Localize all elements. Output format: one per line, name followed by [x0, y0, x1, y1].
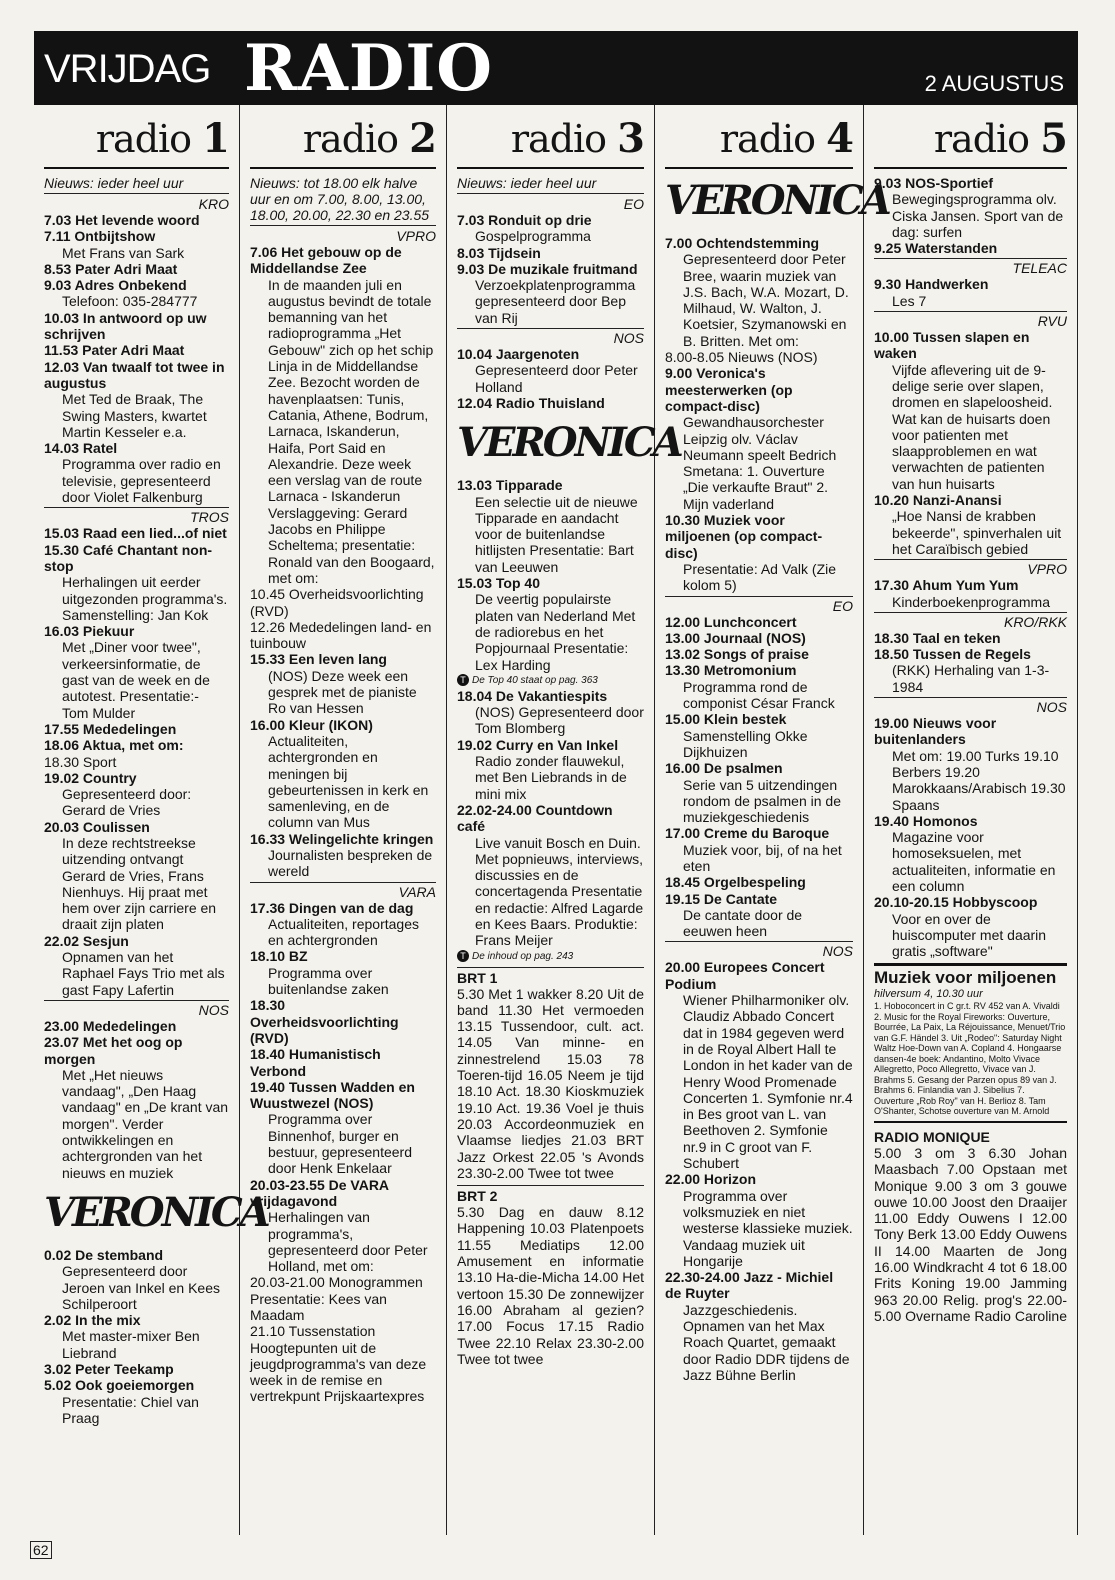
- box-title: Muziek voor miljoenen: [874, 963, 1067, 988]
- program-title: 10.04 Jaargenoten: [457, 346, 580, 363]
- program-entry: [44, 542, 229, 623]
- program-entry: [44, 212, 229, 228]
- program-entry: [250, 1274, 436, 1323]
- program-entry: [44, 770, 229, 819]
- program-entry: [665, 349, 853, 365]
- program-entry: [44, 261, 229, 277]
- program-description: Voor en over de huiscomputer met daarin gratis „software": [892, 910, 1047, 960]
- program-description: Magazine voor homoseksuelen, met actualiteiten, informatie en een column: [892, 829, 1056, 894]
- program-entry: [665, 1171, 853, 1269]
- program-title: 15.03 Raad een lied...of niet: [44, 525, 227, 542]
- program-entry: [44, 1361, 229, 1377]
- program-description: Herhalingen van programma's, gepresenteerd door Peter Holland, met om:: [268, 1209, 428, 1275]
- program-title: 19.02 Country: [44, 769, 137, 786]
- program-description: Telefoon: 035-284777: [62, 293, 198, 310]
- program-description: 18.30 Sport: [44, 753, 117, 770]
- program-entry: [665, 630, 853, 646]
- program-entry: [665, 874, 853, 890]
- program-title: 7.03 Ronduit op drie: [457, 212, 592, 228]
- column-title: radio 2: [250, 105, 436, 169]
- program-description: (NOS) Deze week een gesprek met de pianiste Ro van Hessen: [268, 667, 417, 717]
- program-entry: [250, 1079, 436, 1177]
- program-entry: [44, 1247, 229, 1312]
- program-title: 13.02 Songs of praise: [665, 646, 809, 663]
- page-header: [34, 31, 1078, 105]
- program-title: 19.02 Curry en Van Inkel: [457, 736, 619, 753]
- program-title: 18.50 Tussen de Regels: [874, 646, 1031, 663]
- program-entry: [874, 240, 1067, 256]
- program-title: 9.30 Handwerken: [874, 276, 989, 293]
- broadcaster-label: TELEAC: [874, 258, 1067, 276]
- program-title: 12.00 Lunchconcert: [665, 613, 797, 630]
- broadcaster-label: TROS: [44, 507, 229, 525]
- program-description: Programma over buitenlandse zaken: [268, 964, 389, 998]
- program-description: Programma over Binnenhof, burger en bestuur, gepresenteerd door Henk Enkelaar: [268, 1111, 412, 1177]
- program-description: Met Ted de Braak, The Swing Masters, kwartet Martin Kesseler e.a.: [62, 391, 207, 440]
- program-entry: [250, 586, 436, 619]
- column-title: radio 5: [874, 105, 1067, 169]
- program-title: 8.53 Pater Adri Maat: [44, 260, 178, 277]
- program-title: 19.00 Nieuws voor buitenlanders: [874, 715, 997, 748]
- program-description: In deze rechtstreekse uitzending ontvangt Gerard de Vries, Frans Nienhuys. Hij praat met hem over zijn carriere en draait zijn platen: [62, 834, 217, 933]
- program-title: 19.40 Tussen Wadden en Wuustwezel (NOS): [250, 1078, 415, 1112]
- program-title: 15.03 Top 40: [457, 575, 541, 592]
- program-entry: [665, 711, 853, 760]
- program-entry: [44, 359, 229, 440]
- program-entry: [665, 235, 853, 349]
- program-title: 18.30 Taal en teken: [874, 629, 1001, 646]
- program-entry: [44, 310, 229, 343]
- program-description: Journalisten bespreken de wereld: [268, 846, 433, 880]
- program-description: Programma over volksmuziek en niet westerse klassieke muziek. Vandaag muziek uit Hongarije: [683, 1187, 853, 1269]
- program-description: Actualiteiten, achtergronden en meningen bij gebeurtenissen in kerk en samenleving, en de column van Mus: [268, 732, 429, 831]
- section-title: BRT 2: [457, 1185, 644, 1204]
- program-description: Samenstelling Okke Dijkhuizen: [683, 727, 808, 760]
- program-entry: [250, 831, 436, 880]
- program-description: Gospelprogramma: [475, 228, 591, 245]
- program-title: 9.03 De muzikale fruitmand: [457, 260, 638, 277]
- program-entry: [457, 802, 644, 949]
- program-description: Radio zonder flauwekul, met Ben Liebrands in de mini mix: [475, 753, 627, 802]
- program-entry: [44, 1312, 229, 1361]
- broadcaster-label: NOS: [457, 328, 644, 346]
- program-entry: [44, 819, 229, 933]
- program-entry: [44, 1018, 229, 1034]
- program-entry: [250, 997, 436, 1046]
- broadcaster-label: KRO/RKK: [874, 612, 1067, 630]
- program-entry: [250, 651, 436, 716]
- program-title: 17.30 Ahum Yum Yum: [874, 577, 1019, 594]
- program-description: Live vanuit Bosch en Duin. Met popnieuws, interviews, discussies en de concertagenda Presentatie en redactie: Alfred Lagarde en Kees Baars. Produktie: Frans Meijer: [475, 834, 644, 949]
- program-description: Met „Diner voor twee", verkeersinformatie, de gast van de week en de autotest. Presentatie:- Tom Mulder: [62, 639, 210, 721]
- program-entry: [874, 175, 1067, 240]
- program-entry: [457, 575, 644, 673]
- program-title: 13.03 Tipparade: [457, 477, 563, 494]
- program-title: 15.00 Klein bestek: [665, 711, 787, 728]
- broadcaster-label: VPRO: [874, 559, 1067, 577]
- program-title: 12.03 Van twaalf tot twee in augustus: [44, 358, 225, 391]
- column-title: radio 4: [665, 105, 853, 169]
- program-title: 13.30 Metromonium: [665, 662, 797, 679]
- program-description: 20.03-21.00 Monogrammen Presentatie: Kees van Maadam: [250, 1274, 423, 1323]
- section-title: BRT 1: [457, 967, 644, 986]
- program-title: 19.15 De Cantate: [665, 890, 778, 907]
- program-title: 22.02-24.00 Countdown café: [457, 801, 613, 835]
- program-description: Kinderboekenprogramma: [892, 593, 1050, 610]
- program-title: 16.00 De psalmen: [665, 760, 783, 777]
- program-title: 15.33 Een leven lang: [250, 651, 387, 668]
- program-title: 18.10 BZ: [250, 948, 308, 965]
- program-entry: [250, 619, 436, 652]
- program-entry: [457, 245, 644, 261]
- program-entry: [874, 276, 1067, 309]
- program-title: 20.03 Coulissen: [44, 818, 150, 835]
- program-title: 18.06 Aktua, met om:: [44, 737, 184, 754]
- program-title: 20.10-20.15 Hobbyscoop: [874, 894, 1038, 911]
- column-radio-4: [655, 105, 889, 1535]
- veronica-logo: VERONICA: [457, 419, 681, 467]
- page-number: 62: [30, 1541, 52, 1559]
- program-entry: [44, 737, 229, 753]
- program-title: 11.53 Pater Adri Maat: [44, 342, 185, 359]
- program-title: 15.30 Café Chantant non-stop: [44, 541, 213, 574]
- header-day: VRIJDAG: [44, 47, 211, 91]
- header-title: RADIO: [244, 31, 494, 106]
- program-entry: [44, 277, 229, 310]
- program-description: „Hoe Nansi de krabben bekeerde", spinverhalen uit het Caraïbisch gebied: [892, 508, 1062, 557]
- program-entry: [44, 933, 229, 998]
- program-entry: [250, 900, 436, 949]
- program-entry: [250, 1046, 436, 1079]
- program-entry: [665, 365, 853, 512]
- program-title: 5.02 Ook goeiemorgen: [44, 1377, 195, 1394]
- program-entry: [665, 891, 853, 940]
- column-radio-5: [864, 105, 1078, 1535]
- program-title: 12.04 Radio Thuisland: [457, 394, 605, 411]
- page-reference-note: T De Top 40 staat op pag. 363: [457, 674, 644, 687]
- program-title: 16.00 Kleur (IKON): [250, 716, 373, 733]
- box-subtitle: hilversum 4, 10.30 uur: [874, 988, 983, 1001]
- tv-guide-icon: T: [457, 950, 469, 962]
- program-description: 12.26 Mededelingen land- en tuinbouw: [250, 618, 432, 652]
- program-entry: [874, 813, 1067, 894]
- program-entry: [250, 244, 436, 586]
- program-title: 22.00 Horizon: [665, 1171, 757, 1188]
- program-entry: [457, 261, 644, 326]
- program-title: 9.25 Waterstanden: [874, 240, 998, 257]
- program-description: Opnamen van het Raphael Fays Trio met als gast Fapy Lafertin: [62, 949, 225, 998]
- program-description: Presentatie: Ad Valk (Zie kolom 5): [683, 560, 837, 594]
- program-description: Met „Het nieuws vandaag", „Den Haag vandaag" en „De krant van morgen". Verder ontwikkelingen en achtergronden van het nieuws en muziek: [62, 1066, 229, 1181]
- program-entry: [874, 646, 1067, 695]
- broadcaster-label: NOS: [874, 697, 1067, 715]
- program-title: 0.02 De stemband: [44, 1246, 164, 1263]
- program-title: 18.04 De Vakantiespits: [457, 687, 608, 704]
- program-entry: [457, 346, 644, 395]
- program-entry: [44, 228, 229, 261]
- program-entry: [874, 329, 1067, 492]
- program-entry: [44, 623, 229, 721]
- program-title: 3.02 Peter Teekamp: [44, 1361, 174, 1377]
- program-entry: [44, 754, 229, 770]
- program-entry: [874, 894, 1067, 959]
- tv-guide-icon: T: [457, 674, 469, 686]
- program-description: Gewandhausorchester Leipzig olv. Václav Neumann speelt Bedrich Smetana: 1. Ouverture „Die verkaufte Braut" 2. Mijn vaderland: [683, 414, 837, 512]
- broadcaster-label: EO: [623, 196, 644, 212]
- program-description: De veertig populairste platen van Nederland Met de radiorebus en het Popjournaal Presentatie: Lex Harding: [475, 591, 636, 673]
- program-entry: [457, 737, 644, 802]
- program-description: In de maanden juli en augustus bevindt de totale bemanning van het radioprogramma „Het Gebouw" zich op het schip Linja in de Middellandse Zee. Bezocht worden de havenplaatsen: Tunis, Catania, Athene, Bodrum, Larnaca, Iskanderun, Haifa, Port Said en Alexandrie. Deze week een verslag van de route Larnaca - Iskanderun Verslaggeving: Gerard Jacobs en Philippe Scheltema; presentatie: Ronald van den Boogaard, met om:: [268, 276, 435, 586]
- program-entry: [457, 477, 644, 575]
- brt1-schedule: 5.30 Met 1 wakker 8.20 Uit de band 11.30 Het vermoeden 13.15 Tussendoor, cult. act. 14.05 Van minne- en zinnestrelend 15.03 78 Toeren-tijd 16.05 Neem je tijd 18.10 Act. 18.30 Kioskmuziek 19.10 Act. 19.36 Voel je thuis 20.03 Accordeonmuziek en Vlaamse liedjes 21.03 BRT Jazz Orkest 22.05 's Avonds 23.30-2.00 Twee tot twee: [457, 985, 644, 1181]
- program-description: Gepresenteerd door: Gerard de Vries: [62, 786, 192, 819]
- program-description: Les 7: [892, 292, 927, 309]
- program-description: (RKK) Herhaling van 1-3-1984: [892, 662, 1050, 695]
- program-entry: [665, 959, 853, 1171]
- program-description: Met master-mixer Ben Liebrand: [62, 1328, 200, 1361]
- news-line: Nieuws: ieder heel uur: [44, 175, 229, 194]
- program-entry: [44, 525, 229, 541]
- program-title: 2.02 In the mix: [44, 1312, 141, 1329]
- program-description: Verzoekplatenprogramma gepresenteerd door Bep van Rij: [475, 277, 636, 326]
- column-title: radio 3: [457, 105, 644, 169]
- program-entry: [250, 1323, 436, 1404]
- program-entry: [665, 512, 853, 593]
- program-title: 18.45 Orgelbespeling: [665, 874, 806, 891]
- column-radio-1: [34, 105, 268, 1535]
- broadcaster-label: EO: [665, 596, 853, 614]
- program-entry: [874, 630, 1067, 646]
- program-entry: [250, 717, 436, 831]
- program-entry: [665, 662, 853, 711]
- page-reference-note: T De inhoud op pag. 243: [457, 950, 644, 963]
- program-description: 10.45 Overheidsvoorlichting (RVD): [250, 586, 424, 619]
- program-title: 22.30-24.00 Jazz - Michiel de Ruyter: [665, 1269, 834, 1302]
- program-title: 19.40 Homonos: [874, 812, 978, 829]
- program-entry: [665, 1269, 853, 1383]
- program-title: 10.03 In antwoord op uw schrijven: [44, 309, 207, 343]
- program-title: 9.03 NOS-Sportief: [874, 175, 994, 191]
- program-title: 7.11 Ontbijtshow: [44, 228, 156, 245]
- program-description: Met om: 19.00 Turks 19.10 Berbers 19.20 Marokkaans/Arabisch 19.30 Spaans: [892, 747, 1066, 813]
- program-entry: [665, 646, 853, 662]
- program-entry: [457, 688, 644, 737]
- news-line: Nieuws: tot 18.00 elk halve uur en om 7.00, 8.00, 13.00, 18.00, 20.00, 22.30 en 23.55: [250, 175, 436, 226]
- program-title: 14.03 Ratel: [44, 440, 118, 457]
- program-entry: [874, 577, 1067, 610]
- column-radio-3: [447, 105, 681, 1535]
- broadcaster-label: NOS: [665, 941, 853, 959]
- program-description: Wiener Philharmoniker olv. Claudiz Abbado Concert dat in 1984 gegeven werd in de Royal Albert Hall te London in het kader van de Henry Wood Promenade Concerten 1. Symfonie nr.4 in Bes groot van L. van Beethoven 2. Symfonie nr.9 in C groot van F. Schubert: [683, 992, 853, 1172]
- program-description: Muziek voor, bij, of na het eten: [683, 841, 842, 874]
- program-description: Vijfde aflevering uit de 9-delige serie over slapen, dromen en slapeloosheid. Wat kan de huisarts doen voor patienten met slaapproblemen en wat verwachten de patienten van hun huisarts: [892, 361, 1053, 492]
- program-description: De cantate door de eeuwen heen: [683, 906, 803, 940]
- program-entry: [457, 395, 644, 411]
- column-radio-2: [240, 105, 447, 1535]
- program-entry: [44, 1034, 229, 1181]
- program-title: 9.00 Veronica's meesterwerken (op compact-disc): [665, 365, 793, 414]
- program-title: 8.03 Tijdsein: [457, 244, 541, 261]
- program-description: Jazzgeschiedenis. Opnamen van het Max Roach Quartet, gemaakt door Radio DDR tijdens de Jazz Bühne Berlin: [683, 1301, 850, 1383]
- program-title: 17.00 Creme du Baroque: [665, 825, 830, 842]
- news-line: Nieuws: ieder heel uur: [457, 175, 644, 194]
- program-title: 9.03 Adres Onbekend: [44, 277, 187, 294]
- program-title: 7.00 Ochtendstemming: [665, 235, 820, 251]
- program-entry: [250, 1177, 436, 1275]
- program-description: 8.00-8.05 Nieuws (NOS): [665, 349, 818, 366]
- program-entry: [874, 492, 1067, 557]
- program-description: Met Frans van Sark: [62, 244, 185, 261]
- program-entry: [44, 1377, 229, 1426]
- broadcaster-label: VPRO: [396, 228, 436, 244]
- program-title: 10.20 Nanzi-Anansi: [874, 492, 1002, 509]
- program-entry: [874, 715, 1067, 813]
- program-title: 22.02 Sesjun: [44, 932, 129, 949]
- program-description: Programma rond de componist César Franck: [683, 678, 835, 712]
- program-entry: [44, 342, 229, 358]
- program-entry: [457, 212, 644, 245]
- broadcaster-label: RVU: [874, 311, 1067, 329]
- veronica-logo: VERONICA: [44, 1188, 268, 1236]
- program-description: (NOS) Gepresenteerd door Tom Blomberg: [475, 704, 644, 737]
- program-description: Programma over radio en televisie, gepresenteerd door Violet Falkenburg: [62, 456, 221, 506]
- program-description: Bewegingsprogramma olv. Ciska Jansen. Sport van de dag: surfen: [892, 191, 1064, 240]
- program-description: Gepresenteerd door Jeroen van Inkel en Kees Schilperoort: [62, 1263, 220, 1312]
- column-title: radio 1: [44, 105, 229, 169]
- program-entry: [665, 614, 853, 630]
- program-description: 21.10 Tussenstation Hoogtepunten uit de jeugdprogramma's van deze week in de remise en vertrekpunt Prijskaartexpres: [250, 1323, 427, 1405]
- program-entry: [665, 760, 853, 825]
- section-title: RADIO MONIQUE: [874, 1128, 990, 1145]
- box-text: 1. Hoboconcert in C gr.t. RV 452 van A. Vivaldi 2. Music for the Royal Fireworks: Ouverture, Bourrée, La Paix, La Réjouissance, Menuet/Trio van G.F. Händel 3. Uit „Rodeo": Saturday Night Waltz Hoe-Down van A. Copland 4. Hongaarse dansen-4e boek: Andantino, Molto Vivace Allegretto, Poco Allegretto, Vivace van J. Brahms 5. Gesang der Parzen opus 89 van J. Brahms 6. Finlandia van J. Sibelius 7. Ouverture „Rob Roy" van H. Berlioz 8. Tam O'Shanter, Schotse ouverture van M. Arnold: [874, 1001, 1067, 1123]
- program-title: 20.03-23.55 De VARA vrijdagavond: [250, 1176, 389, 1209]
- program-title: 7.03 Het levende woord: [44, 212, 200, 228]
- broadcaster-label: VARA: [250, 882, 436, 900]
- monique-schedule: 5.00 3 om 3 6.30 Johan Maasbach 7.00 Opstaan met Monique 9.00 3 om 3 gouwe ouwe 10.00 Joost den Draaijer 11.00 Eddy Ouwens I 12.00 Tony Berk 13.00 Eddy Ouwens II 14.00 Maarten de Jong 16.00 Windkracht 4 tot 6 18.00 Frits Koning 19.00 Jamming 963 20.00 Relig. prog's 22.00-5.00 Overname Radio Caroline: [874, 1144, 1067, 1324]
- broadcaster-label: KRO: [198, 196, 229, 212]
- program-title: 10.00 Tussen slapen en waken: [874, 329, 1030, 362]
- veronica-logo: VERONICA: [665, 177, 889, 224]
- program-entry: [44, 440, 229, 505]
- program-entry: [665, 825, 853, 874]
- header-date: 2 AUGUSTUS: [924, 71, 1064, 96]
- program-description: Presentatie: Chiel van Praag: [62, 1393, 199, 1426]
- program-description: Gepresenteerd door Peter Holland: [475, 362, 638, 395]
- program-title: 7.06 Het gebouw op de Middellandse Zee: [250, 244, 402, 277]
- program-entry: [44, 721, 229, 737]
- program-title: 17.36 Dingen van de dag: [250, 899, 414, 916]
- program-description: Herhalingen uit eerder uitgezonden programma's. Samenstelling: Jan Kok: [62, 574, 228, 623]
- program-title: 16.03 Piekuur: [44, 623, 135, 640]
- brt2-schedule: 5.30 Dag en dauw 8.12 Happening 10.03 Platenpoets 11.55 Mediatips 12.00 Amusement en informatie 13.10 Ha-die-Micha 14.00 Het vertoon 15.30 De zonnewijzer 16.00 Abraham al gezien? 17.00 Focus 17.15 Radio Twee 22.10 Relax 23.30-2.00 Twee tot twee: [457, 1204, 644, 1367]
- program-title: 10.30 Muziek voor miljoenen (op compact-disc): [665, 512, 823, 561]
- program-title: 16.33 Welingelichte kringen: [250, 830, 434, 847]
- program-title: 13.00 Journaal (NOS): [665, 629, 806, 646]
- program-title: 20.00 Europees Concert Podium: [665, 959, 825, 992]
- program-title: 18.40 Humanistisch Verbond: [250, 1046, 381, 1079]
- program-description: Een selectie uit de nieuwe Tipparade en aandacht voor de buitenlandse hitlijsten Presentatie: Bart van Leeuwen: [475, 493, 638, 575]
- program-title: 18.30 Overheidsvoorlichting (RVD): [250, 997, 399, 1046]
- program-description: Actualiteiten, reportages en achtergronden: [268, 915, 419, 949]
- program-entry: [250, 948, 436, 997]
- program-title: 23.07 Met het oog op morgen: [44, 1034, 183, 1067]
- program-description: Serie van 5 uitzendingen rondom de psalmen in de muziekgeschiedenis: [683, 776, 841, 826]
- program-title: 23.00 Mededelingen: [44, 1017, 177, 1034]
- broadcaster-label: NOS: [44, 1000, 229, 1018]
- program-description: Gepresenteerd door Peter Bree, waarin muziek van J.S. Bach, W.A. Mozart, D. Milhaud, W. Walton, J. Koetsier, Szymanowski en B. Britten. Met om:: [683, 251, 849, 349]
- program-title: 17.55 Mededelingen: [44, 720, 177, 737]
